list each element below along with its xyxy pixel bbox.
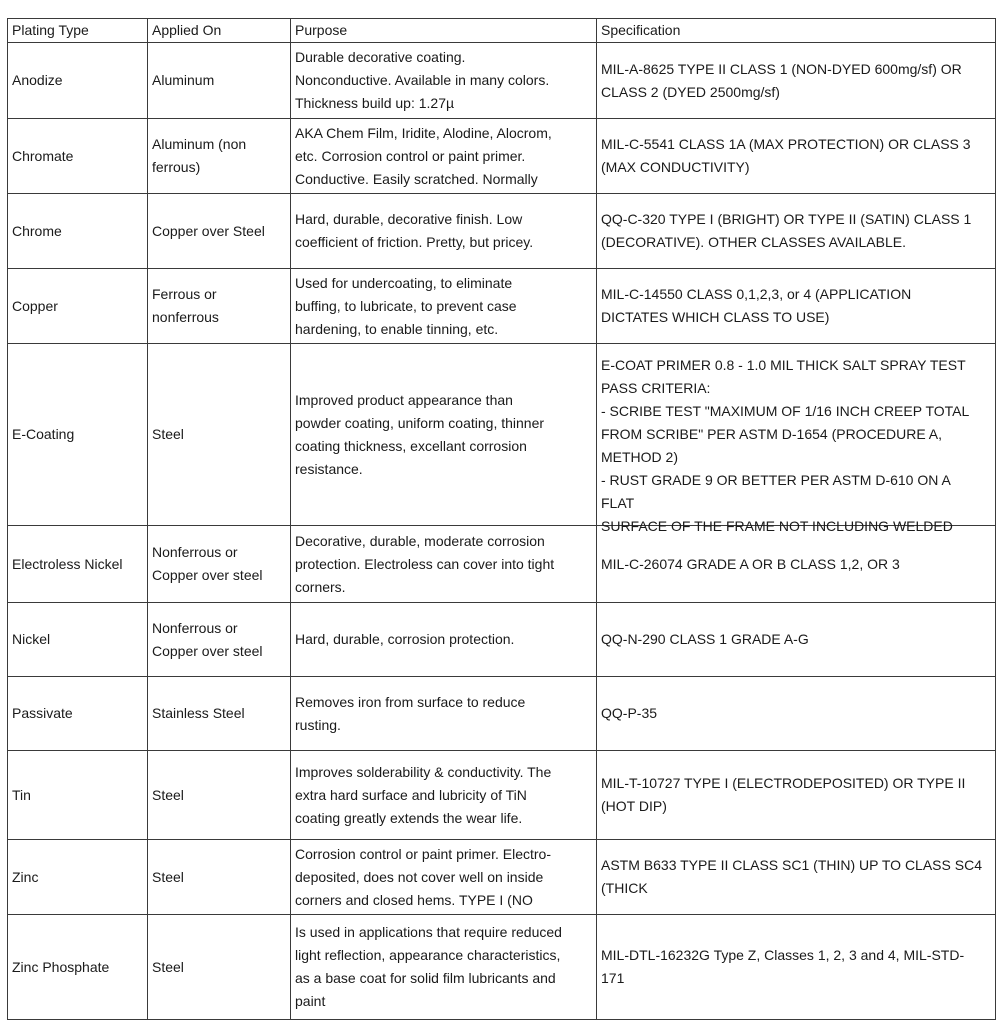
purpose-text: Improves solderability & conductivity. The extra hard surface and lubricity of TiN coating greatly extends the wear life. [295,763,552,826]
specification-cell: MIL-A-8625 TYPE II CLASS 1 (NON-DYED 600mg/sf) OR CLASS 2 (DYED 2500mg/sf) [597,43,996,119]
purpose-text: AKA Chem Film, Iridite, Alodine, Alocrom, etc. Corrosion control or paint primer. Conductive. Easily scratched. Normally [295,124,552,187]
purpose-text: Used for undercoating, to eliminate buffing, to lubricate, to prevent case hardening, to enable tinning, etc. [295,274,517,337]
specification-cell: QQ-C-320 TYPE I (BRIGHT) OR TYPE II (SATIN) CLASS 1 (DECORATIVE). OTHER CLASSES AVAILABLE. [597,194,996,269]
purpose-text: Decorative, durable, moderate corrosion protection. Electroless can cover into tight corners. [295,532,555,595]
applied-on-cell: Steel [148,915,291,1020]
plating-type-cell: Tin [8,751,148,840]
applied-on-cell: Stainless Steel [148,677,291,751]
applied-on-cell: Steel [148,840,291,915]
purpose-text: Hard, durable, decorative finish. Low coefficient of friction. Pretty, but pricey. [295,211,534,250]
table-row [8,269,996,344]
plating-type-cell: Zinc [8,840,148,915]
specification-cell [597,344,996,534]
specification-text: E-COAT PRIMER 0.8 - 1.0 MIL THICK SALT SPRAY TEST PASS CRITERIA: - SCRIBE TEST "MAXIMUM OF 1/16 INCH CREEP TOTAL FROM SCRIBE" PER ASTM D-1654 (PROCEDURE A, METHOD 2) - RUST GRADE 9 OR BETTER PER ASTM D-610 ON A FLAT SURFACE OF THE FRAME NOT INCLUDING WELDED [601,357,970,534]
table-row [8,915,996,1020]
applied-on-cell: Ferrous or nonferrous [148,269,291,344]
specification-cell: MIL-T-10727 TYPE I (ELECTRODEPOSITED) OR TYPE II (HOT DIP) [597,751,996,840]
plating-type-cell: Electroless Nickel [8,526,148,603]
header-specification: Specification [597,19,996,43]
purpose-cell [291,677,597,751]
plating-type-cell: Zinc Phosphate [8,915,148,1020]
plating-type-cell: E-Coating [8,344,148,526]
specification-cell: MIL-C-26074 GRADE A OR B CLASS 1,2, OR 3 [597,526,996,603]
plating-type-cell: Nickel [8,603,148,677]
plating-type-cell: Anodize [8,43,148,119]
purpose-cell [291,43,597,119]
purpose-cell [291,840,597,915]
table-row [8,840,996,915]
specification-cell: MIL-DTL-16232G Type Z, Classes 1, 2, 3 and 4, MIL-STD- 171 [597,915,996,1020]
purpose-cell [291,269,597,344]
header-applied-on: Applied On [148,19,291,43]
table-row [8,119,996,194]
purpose-cell [291,194,597,269]
specification-cell: MIL-C-14550 CLASS 0,1,2,3, or 4 (APPLICATION DICTATES WHICH CLASS TO USE) [597,269,996,344]
purpose-text: Improved product appearance than powder coating, uniform coating, thinner coating thickness, excellant corrosion resistance. [295,391,545,477]
table-row [8,751,996,840]
purpose-text: Corrosion control or paint primer. Electro- deposited, does not cover well on inside corners and closed hems. TYPE I (NO [295,845,551,908]
purpose-text: Hard, durable, corrosion protection. [295,631,515,647]
specification-cell: MIL-C-5541 CLASS 1A (MAX PROTECTION) OR CLASS 3 (MAX CONDUCTIVITY) [597,119,996,194]
applied-on-cell: Steel [148,344,291,526]
purpose-cell [291,119,597,194]
table-row [8,603,996,677]
applied-on-cell: Aluminum [148,43,291,119]
specification-cell: QQ-N-290 CLASS 1 GRADE A-G [597,603,996,677]
applied-on-cell: Nonferrous or Copper over steel [148,603,291,677]
purpose-text: Durable decorative coating. Nonconductive. Available in many colors. Thickness build up: 1.27µ [295,49,550,111]
header-purpose: Purpose [291,19,597,43]
plating-type-cell: Copper [8,269,148,344]
table-row [8,194,996,269]
specification-cell: QQ-P-35 [597,677,996,751]
plating-type-cell: Chrome [8,194,148,269]
applied-on-cell: Aluminum (non ferrous) [148,119,291,194]
header-plating-type: Plating Type [8,19,148,43]
table-row [8,677,996,751]
purpose-cell [291,344,597,526]
plating-type-cell: Passivate [8,677,148,751]
applied-on-cell: Copper over Steel [148,194,291,269]
purpose-cell [291,526,597,603]
purpose-text: Removes iron from surface to reduce rusting. [295,693,526,733]
plating-table [7,18,996,1020]
table-row [8,43,996,119]
plating-spec-sheet [7,18,995,1020]
plating-type-cell: Chromate [8,119,148,194]
applied-on-cell: Steel [148,751,291,840]
specification-cell: ASTM B633 TYPE II CLASS SC1 (THIN) UP TO CLASS SC4 (THICK [597,840,996,915]
purpose-cell [291,915,597,1020]
table-row [8,344,996,526]
purpose-text: Is used in applications that require reduced light reflection, appearance characteristics, as a base coat for solid film lubricants and paint [295,924,562,1009]
header-row [8,19,996,43]
applied-on-cell: Nonferrous or Copper over steel [148,526,291,603]
purpose-cell [291,751,597,840]
purpose-cell [291,603,597,677]
